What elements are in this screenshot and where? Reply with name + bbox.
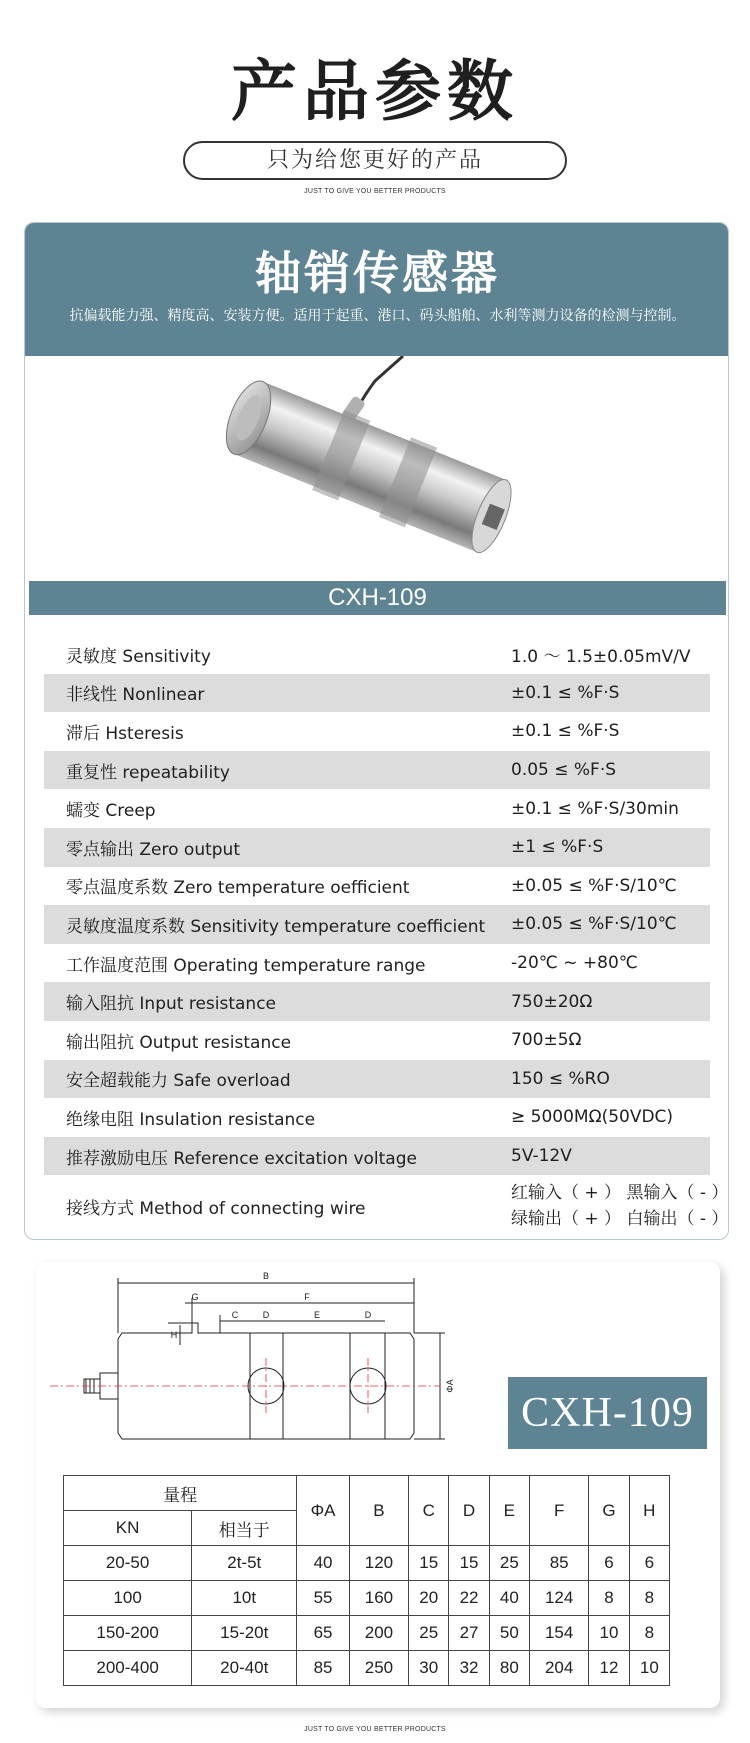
table-cell: 150-200 (64, 1616, 192, 1651)
dim-label-phia: ΦA (445, 1379, 455, 1393)
dim-label-c: C (231, 1310, 239, 1320)
table-row (64, 1616, 670, 1651)
table-cell: 65 (297, 1616, 349, 1651)
dim-label-e: E (313, 1310, 321, 1320)
col-header: C (409, 1476, 449, 1546)
table-cell: 10 (629, 1651, 669, 1686)
header-caption: JUST TO GIVE YOU BETTER PRODUCTS (304, 188, 446, 195)
spec-label: 非线性 Nonlinear (66, 685, 205, 706)
table-cell: 8 (589, 1581, 629, 1616)
spec-label: 蠕变 Creep (66, 801, 156, 822)
table-cell: 250 (349, 1651, 408, 1686)
table-cell: 10t (192, 1581, 297, 1616)
table-cell: 6 (629, 1546, 669, 1581)
table-cell: 40 (489, 1581, 529, 1616)
spec-label: 输入阻抗 Input resistance (66, 994, 277, 1015)
table-cell: 8 (629, 1581, 669, 1616)
spec-label: 重复性 repeatability (66, 762, 230, 783)
table-cell: 200 (349, 1616, 408, 1651)
table-cell: 85 (529, 1546, 588, 1581)
spec-row (44, 751, 710, 790)
spec-row-wiring (44, 1175, 729, 1237)
page-title: 产品参数 (231, 53, 519, 130)
dimension-drawing (40, 1263, 500, 1458)
spec-row (44, 1060, 710, 1099)
product-name: 轴销传感器 (255, 246, 500, 300)
table-cell: 200-400 (64, 1651, 192, 1686)
table-cell: 32 (449, 1651, 489, 1686)
col-header: G (589, 1476, 629, 1546)
col-header: H (629, 1476, 669, 1546)
col-header: D (449, 1476, 489, 1546)
spec-value: 750±20Ω (511, 991, 593, 1012)
table-cell: 15-20t (192, 1616, 297, 1651)
table-row (64, 1651, 670, 1686)
table-cell: 22 (449, 1581, 489, 1616)
spec-row (44, 789, 710, 828)
table-row (64, 1546, 670, 1581)
spec-label: 灵敏度 Sensitivity (66, 646, 211, 667)
range-header: 量程 (64, 1476, 297, 1511)
col-header: E (489, 1476, 529, 1546)
wiring-label: 接线方式 Method of connecting wire (66, 1198, 366, 1219)
spec-value: ±1 ≤ %F·S (511, 837, 604, 858)
spec-row (44, 1098, 710, 1137)
dimension-table (63, 1475, 670, 1686)
table-cell: 204 (529, 1651, 588, 1686)
table-cell: 20 (409, 1581, 449, 1616)
dim-label-g: G (191, 1292, 199, 1302)
sensor-photo (25, 356, 729, 571)
dim-label-d2: D (364, 1310, 372, 1320)
spec-row (44, 905, 710, 944)
table-cell: 100 (64, 1581, 192, 1616)
spec-label: 零点温度系数 Zero temperature oefficient (66, 878, 410, 899)
spec-value: 700±5Ω (511, 1030, 582, 1051)
table-cell: 160 (349, 1581, 408, 1616)
table-cell: 20-50 (64, 1546, 192, 1581)
dim-label-d1: D (262, 1310, 270, 1320)
wiring-line-2: 绿输出（ + ） 白输出（ - ） (511, 1209, 729, 1230)
table-cell: 27 (449, 1616, 489, 1651)
col-header: ΦA (297, 1476, 349, 1546)
spec-row (44, 867, 710, 906)
spec-card (24, 222, 729, 1240)
spec-row (44, 712, 710, 751)
spec-label: 安全超载能力 Safe overload (66, 1071, 291, 1092)
spec-row (44, 1137, 710, 1176)
dim-label-h: H (170, 1330, 178, 1340)
model-bar: CXH-109 (29, 581, 726, 615)
spec-value: 1.0 ～ 1.5±0.05mV/V (511, 646, 691, 667)
sub-header-equiv: 相当于 (192, 1511, 297, 1546)
spec-label: 推荐激励电压 Reference excitation voltage (66, 1148, 417, 1169)
table-cell: 120 (349, 1546, 408, 1581)
spec-value: ±0.1 ≤ %F·S (511, 721, 620, 742)
spec-table (44, 635, 729, 1237)
spec-row (44, 828, 710, 867)
table-cell: 25 (409, 1616, 449, 1651)
spec-row (44, 674, 710, 713)
spec-label: 工作温度范围 Operating temperature range (66, 955, 426, 976)
spec-value: ≥ 5000MΩ(50VDC) (511, 1107, 674, 1128)
table-cell: 154 (529, 1616, 588, 1651)
footer-caption: JUST TO GIVE YOU BETTER PRODUCTS (304, 1726, 446, 1733)
spec-value: -20℃ ~ +80℃ (511, 953, 638, 974)
spec-row (44, 982, 710, 1021)
sub-header-kn: KN (64, 1511, 192, 1546)
spec-row (44, 635, 710, 674)
wiring-value (511, 1180, 728, 1232)
table-cell: 6 (589, 1546, 629, 1581)
table-cell: 124 (529, 1581, 588, 1616)
spec-value: ±0.05 ≤ %F·S/10℃ (511, 914, 677, 935)
drawing-model-label: CXH-109 (508, 1377, 707, 1449)
dim-label-b: B (262, 1271, 270, 1281)
spec-label: 零点输出 Zero output (66, 839, 241, 860)
spec-label: 滞后 Hsteresis (66, 723, 184, 744)
wiring-line-1: 红输入（ + ） 黑输入（ - ） (511, 1183, 729, 1204)
spec-row (44, 1021, 710, 1060)
spec-row (44, 944, 710, 983)
spec-value: ±0.1 ≤ %F·S (511, 682, 620, 703)
table-row (64, 1581, 670, 1616)
table-cell: 10 (589, 1616, 629, 1651)
spec-label: 输出阻抗 Output resistance (66, 1032, 292, 1053)
spec-value: ±0.05 ≤ %F·S/10℃ (511, 875, 677, 896)
table-cell: 25 (489, 1546, 529, 1581)
table-cell: 30 (409, 1651, 449, 1686)
spec-label: 绝缘电阻 Insulation resistance (66, 1109, 316, 1130)
spec-value: 5V-12V (511, 1146, 572, 1167)
col-header: B (349, 1476, 408, 1546)
table-cell: 55 (297, 1581, 349, 1616)
table-cell: 12 (589, 1651, 629, 1686)
table-cell: 85 (297, 1651, 349, 1686)
dim-label-f: F (304, 1292, 310, 1302)
slogan-pill: 只为给您更好的产品 (183, 141, 567, 180)
table-cell: 15 (449, 1546, 489, 1581)
card-header (25, 223, 729, 356)
table-cell: 50 (489, 1616, 529, 1651)
spec-value: ±0.1 ≤ %F·S/30min (511, 798, 679, 819)
table-cell: 80 (489, 1651, 529, 1686)
spec-label: 灵敏度温度系数 Sensitivity temperature coefficient (66, 916, 486, 937)
spec-value: 0.05 ≤ %F·S (511, 760, 617, 781)
table-cell: 20-40t (192, 1651, 297, 1686)
table-cell: 40 (297, 1546, 349, 1581)
table-cell: 8 (629, 1616, 669, 1651)
product-description: 抗偏载能力强、精度高、安装方便。适用于起重、港口、码头船舶、水利等测力设备的检测与控制。 (69, 308, 686, 324)
spec-value: 150 ≤ %RO (511, 1068, 610, 1089)
col-header: F (529, 1476, 588, 1546)
table-cell: 15 (409, 1546, 449, 1581)
table-cell: 2t-5t (192, 1546, 297, 1581)
